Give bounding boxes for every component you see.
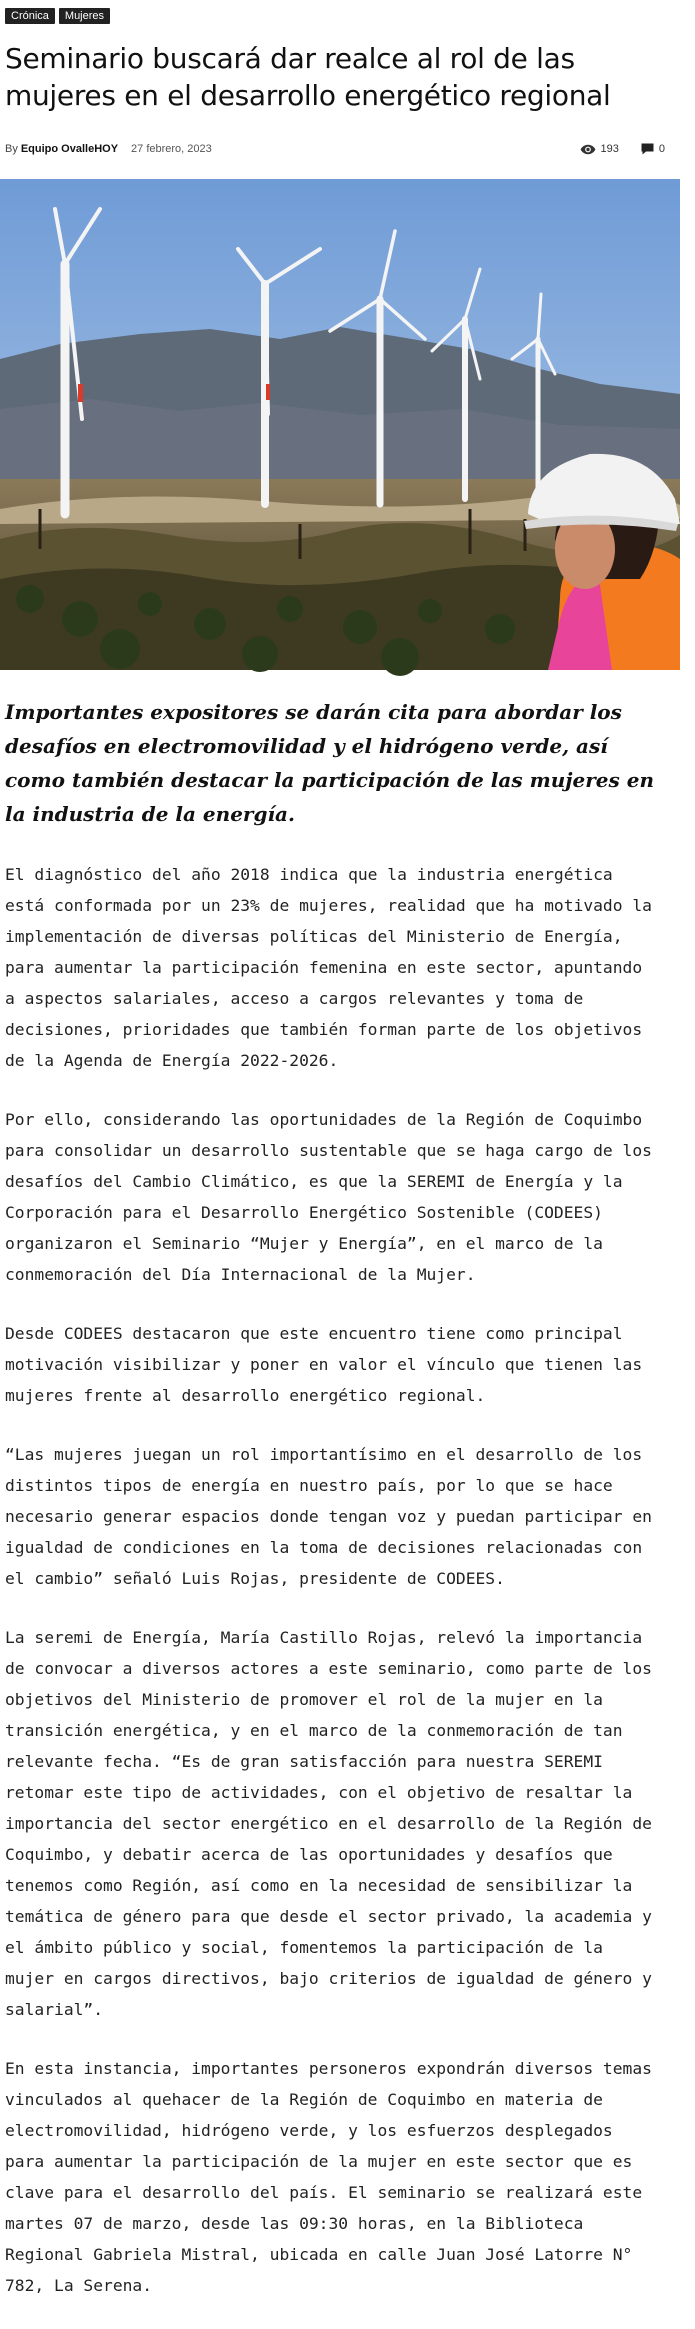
post-stats	[580, 143, 665, 155]
author-link[interactable]: Equipo OvalleHOY	[20, 143, 119, 155]
featured-image	[0, 179, 680, 670]
by-label: By	[5, 143, 18, 155]
article-lead: Importantes expositores se darán cita para abordar los desafíos en electromovilidad y el hidrógeno verde, así como también destacar la participación de las mujeres en la industria de la energía.	[5, 700, 654, 826]
category-tag-cronica[interactable]: Crónica	[5, 8, 55, 24]
category-tag-mujeres[interactable]: Mujeres	[59, 8, 110, 24]
post-date: 27 febrero, 2023	[131, 143, 212, 155]
article-paragraph-1: El diagnóstico del año 2018 indica que la industria energética está conformada por un 23% de mujeres, realidad que ha motivado la implementación de diversas políticas del Ministerio de Energía, para aumentar la participación femenina en este sector, apuntando a aspectos salariales, acceso a cargos relevantes y toma de decisiones, prioridades que también forman parte de los objetivos de la Agenda de Energía 2022-2026.	[5, 865, 652, 1070]
category-tags	[5, 8, 110, 24]
post-meta	[5, 140, 665, 158]
views-value: 193	[600, 143, 619, 155]
article-paragraph-4: “Las mujeres juegan un rol importantísimo en el desarrollo de los distintos tipos de energía en nuestro país, por lo que se hace necesario generar espacios donde tengan voz y puedan participar en igualdad de condiciones en la toma de decisiones relacionadas con el cambio” señaló Luis Rojas, presidente de CODEES.	[5, 1445, 652, 1588]
comment-icon	[641, 143, 654, 155]
article-paragraph-3: Desde CODEES destacaron que este encuentro tiene como principal motivación visibilizar y poner en valor el vínculo que tienen las mujeres frente al desarrollo energético regional.	[5, 1324, 643, 1405]
article-paragraph-5: La seremi de Energía, María Castillo Rojas, relevó la importancia de convocar a diversos actores a este seminario, como parte de los objetivos del Ministerio de promover el rol de la mujer en la transición energética, y en el marco de la conmemoración de tan relevante fecha. “Es de gran satisfacción para nuestra SEREMI retomar este tipo de actividades, con el objetivo de resaltar la importancia del sector energético en el desarrollo de la Región de Coquimbo, y debatir acerca de las oportunidades y desafíos que tenemos como Región, así como en la necesidad de sensibilizar la temática de género para que desde el sector privado, la academia y el ámbito público y social, fomentemos la participación de la mujer en cargos directivos, bajo criterios de igualdad de género y salarial”.	[5, 1628, 652, 2019]
article-paragraph-2: Por ello, considerando las oportunidades de la Región de Coquimbo para consolidar un desarrollo sustentable que se haga cargo de los desafíos del Cambio Climático, es que la SEREMI de Energía y la Corporación para el Desarrollo Energético Sostenible (CODEES) organizaron el Seminario “Mujer y Energía”, en el marco de la conmemoración del Día Internacional de la Mujer.	[5, 1110, 652, 1284]
article-body	[5, 695, 660, 2329]
comments-count[interactable]	[641, 143, 665, 155]
comments-value: 0	[658, 143, 665, 155]
views-count	[580, 143, 619, 155]
article-paragraph-6: En esta instancia, importantes personeros expondrán diversos temas vinculados al quehacer de la Región de Coquimbo en materia de electromovilidad, hidrógeno verde, y los esfuerzos desplegados para aumentar la participación de la mujer en este sector que es clave para el desarrollo del país. El seminario se realizará este martes 07 de marzo, desde las 09:30 horas, en la Biblioteca Regional Gabriela Mistral, ubicada en calle Juan José Latorre N° 782, La Serena.	[5, 2059, 652, 2295]
article-title: Seminario buscará dar realce al rol de las mujeres en el desarrollo energético regional	[5, 42, 611, 112]
eye-icon	[580, 144, 596, 155]
